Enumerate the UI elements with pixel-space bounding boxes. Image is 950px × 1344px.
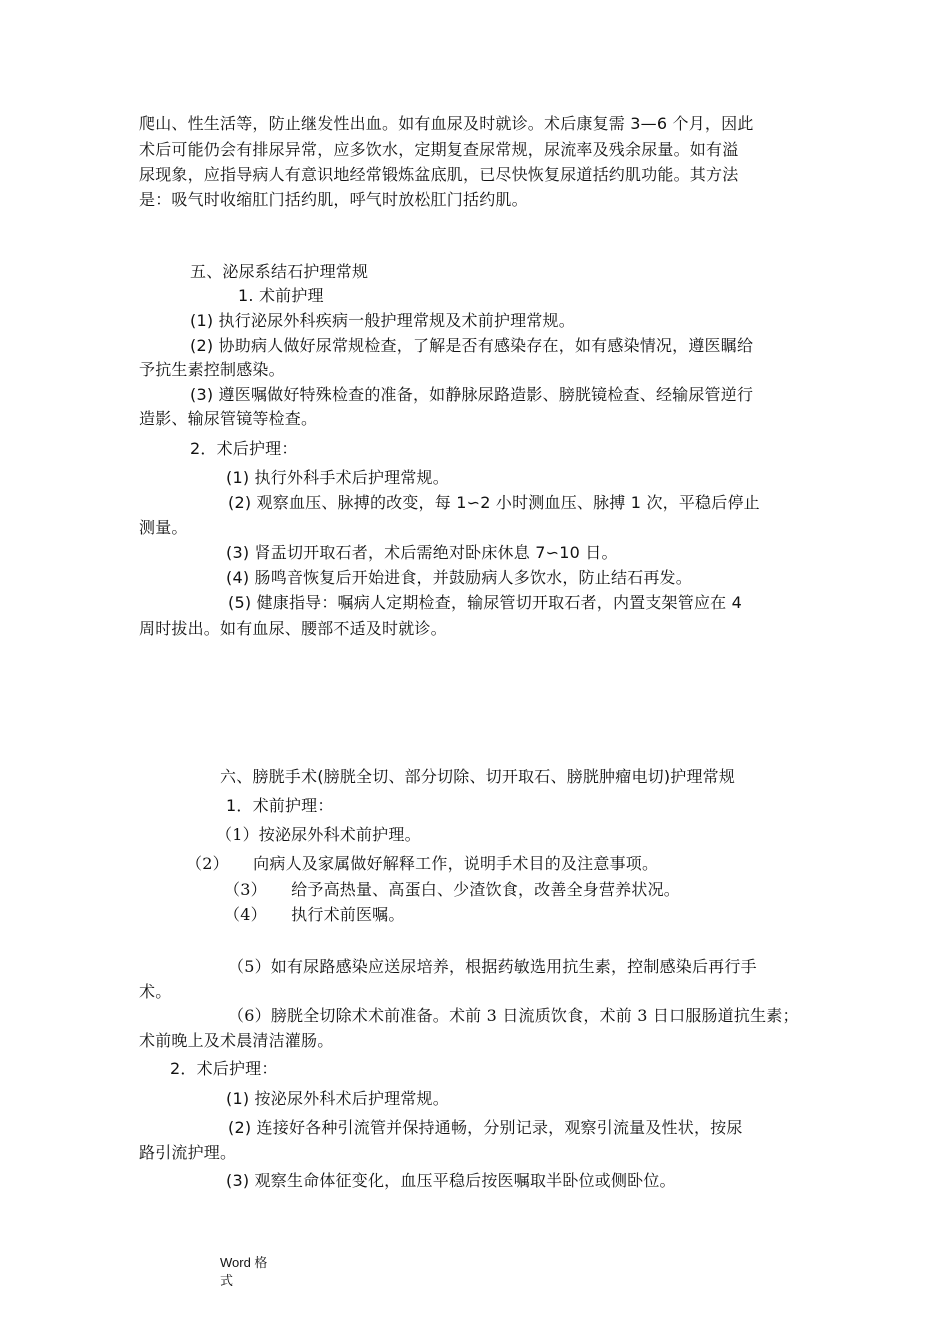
subsection-heading: 2．术后护理： (190, 439, 298, 458)
text-line: (1) 按泌尿外科术后护理常规。 (226, 1089, 449, 1108)
text-line: 测量。 (139, 518, 188, 537)
text-line: （1）按泌尿外科术前护理。 (216, 825, 421, 844)
section-heading: 五、泌尿系结石护理常规 (190, 262, 369, 281)
text-line: 爬山、性生活等，防止继发性出血。如有血尿及时就诊。术后康复需 3—6 个月，因此 (139, 114, 754, 133)
text-line: 周时拔出。如有血尿、腰部不适及时就诊。 (139, 619, 447, 638)
text-line: （5）如有尿路感染应送尿培养，根据药敏选用抗生素，控制感染后再行手 (228, 957, 757, 976)
section-heading: 六、膀胱手术(膀胱全切、部分切除、切开取石、膀胱肿瘤电切)护理常规 (220, 767, 736, 786)
text-line: （2） 向病人及家属做好解释工作，说明手术目的及注意事项。 (186, 854, 659, 873)
text-line: 造影、输尿管镜等检查。 (139, 409, 318, 428)
text-line: （4） 执行术前医嘱。 (224, 905, 405, 924)
text-line: (1) 执行泌尿外科疾病一般护理常规及术前护理常规。 (190, 311, 575, 330)
text-line: 是：吸气时收缩肛门括约肌，呼气时放松肛门括约肌。 (139, 190, 528, 209)
text-line: 予抗生素控制感染。 (139, 360, 285, 379)
text-line: (3) 观察生命体征变化，血压平稳后按医嘱取半卧位或侧卧位。 (226, 1171, 676, 1190)
text-line: 术后可能仍会有排尿异常，应多饮水，定期复查尿常规，尿流率及残余尿量。如有溢 (139, 140, 739, 159)
text-line: 术。 (139, 982, 172, 1001)
subsection-heading: 1. 术前护理 (238, 286, 324, 305)
text-line: (1) 执行外科手术后护理常规。 (226, 468, 449, 487)
page-footer: Word 格式 (220, 1255, 268, 1288)
subsection-heading: 1．术前护理： (226, 796, 334, 815)
text-line: (3) 遵医嘱做好特殊检查的准备，如静脉尿路造影、膀胱镜检查、经输尿管逆行 (190, 385, 754, 404)
text-line: 尿现象，应指导病人有意识地经常锻炼盆底肌，已尽快恢复尿道括约肌功能。其方法 (139, 165, 739, 184)
text-line: (2) 观察血压、脉搏的改变，每 1∽2 小时测血压、脉搏 1 次，平稳后停止 (228, 493, 760, 512)
text-line: 路引流护理。 (139, 1143, 237, 1162)
subsection-heading: 2．术后护理： (170, 1059, 278, 1078)
text-line: （3） 给予高热量、高蛋白、少渣饮食，改善全身营养状况。 (224, 880, 680, 899)
text-line: (2) 协助病人做好尿常规检查，了解是否有感染存在，如有感染情况，遵医瞩给 (190, 336, 754, 355)
text-line: (5) 健康指导：嘱病人定期检查，输尿管切开取石者，内置支架管应在 4 (228, 593, 743, 612)
text-line: (4) 肠鸣音恢复后开始进食，并鼓励病人多饮水，防止结石再发。 (226, 568, 692, 587)
text-line: (3) 肾盂切开取石者，术后需绝对卧床休息 7∽10 日。 (226, 543, 618, 562)
text-line: （6）膀胱全切除术术前准备。术前 3 日流质饮食，术前 3 日口服肠道抗生素； (228, 1006, 799, 1025)
text-line: 术前晚上及术晨清洁灌肠。 (139, 1031, 334, 1050)
text-line: (2) 连接好各种引流管并保持通畅，分别记录，观察引流量及性状，按尿 (228, 1118, 743, 1137)
